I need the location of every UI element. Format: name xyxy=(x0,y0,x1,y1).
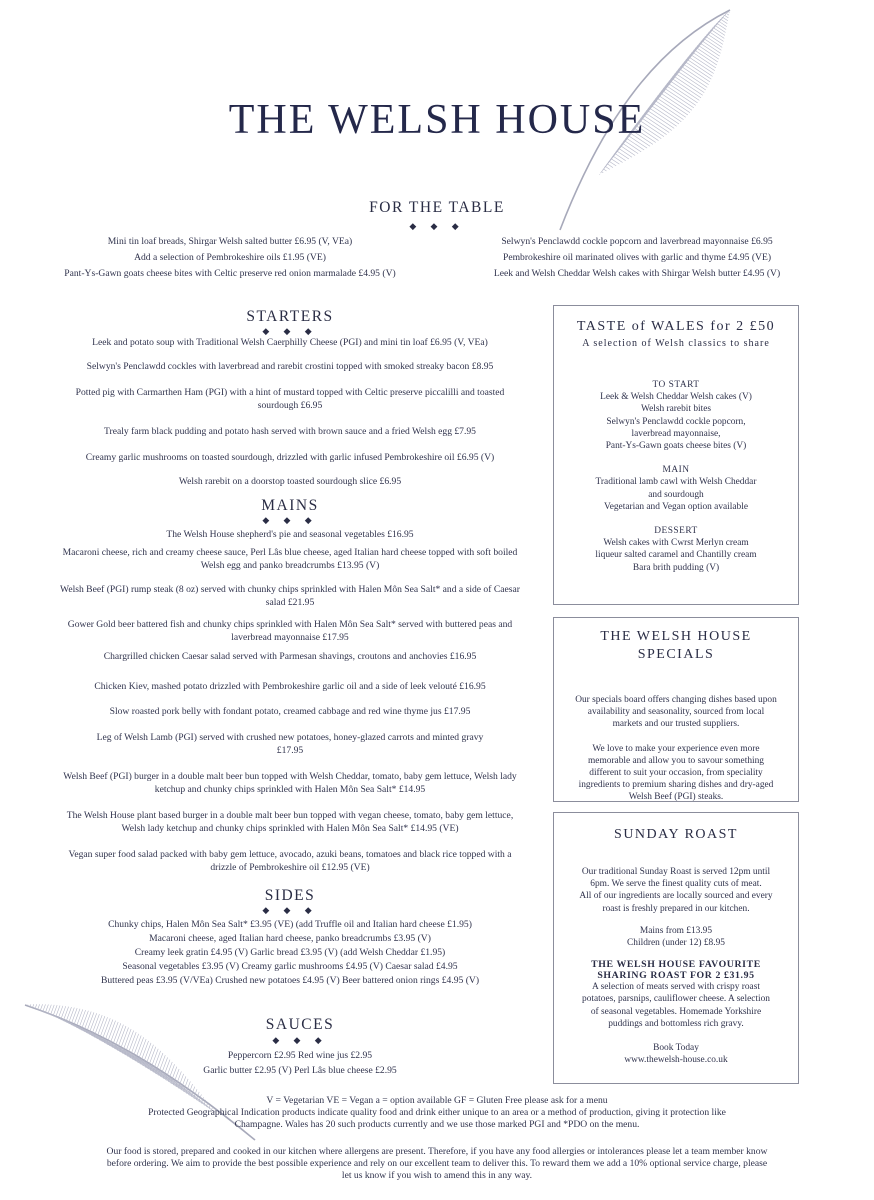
menu-item: Macaroni cheese, rich and creamy cheese sauce, Perl Lâs blue cheese, aged Italian hard cheese topped with soft boiled Welsh egg and panko breadcrumbs £13.95 (V) xyxy=(62,547,518,571)
starters-ornament: ◆ ◆ ◆ xyxy=(262,326,318,336)
list-item: Leek & Welsh Cheddar Welsh cakes (V) xyxy=(600,392,752,403)
list-item: potatoes, parsnips, cauliflower cheese. A selection xyxy=(582,994,770,1005)
list-item: Add a selection of Pembrokeshire oils £1.95 (VE) xyxy=(134,252,326,263)
menu-item: Leg of Welsh Lamb (PGI) served with crushed new potatoes, honey-glazed carrots and minted gravy £17.95 xyxy=(96,732,484,756)
list-item: ingredients to premium sharing dishes and dry-aged xyxy=(578,780,774,791)
menu-item: The Welsh House plant based burger in a double malt beer bun topped with vegan cheese, tomato, baby gem lettuce, Welsh lady ketchup and chunky chips sprinkled with Halen Môn Sea Salt* £14.95 (VE) xyxy=(66,810,514,834)
mains-ornament: ◆ ◆ ◆ xyxy=(262,515,318,525)
list-item: liqueur salted caramel and Chantilly cream xyxy=(595,550,757,561)
taste-of-wales-box xyxy=(553,305,799,605)
list-item: Pembrokeshire oil marinated olives with garlic and thyme £4.95 (VE) xyxy=(502,252,772,263)
list-item: Peppercorn £2.95 Red wine jus £2.95 xyxy=(227,1050,373,1061)
list-item: of seasonal vegetables. Homemade Yorkshire xyxy=(590,1006,762,1017)
specials-box xyxy=(553,617,799,802)
list-item: different to suit your occasion, from speciality xyxy=(589,768,763,779)
list-item: laverbread mayonnaise, xyxy=(631,428,721,439)
specials-heading-line2: SPECIALS xyxy=(637,647,715,662)
list-item: All of our ingredients are locally sourced and every xyxy=(579,891,773,902)
list-item: Mini tin loaf breads, Shirgar Welsh salted butter £6.95 (V, VEa) xyxy=(107,236,353,247)
book-today-label: Book Today xyxy=(653,1043,699,1054)
list-item: Leek and Welsh Cheddar Welsh cakes with Shirgar Welsh butter £4.95 (V) xyxy=(493,268,781,279)
for-the-table-right-list xyxy=(440,236,834,280)
restaurant-title: THE WELSH HOUSE xyxy=(228,97,646,143)
menu-item: Gower Gold beer battered fish and chunky chips sprinkled with Halen Môn Sea Salt* served with buttered peas and laverbread mayonnaise £17.95 xyxy=(67,619,513,643)
menu-item: Selwyn's Penclawdd cockles with laverbread and rarebit crostini topped with smoked streaky bacon £8.95 xyxy=(86,361,494,372)
list-item: Mains from £13.95 xyxy=(639,925,713,936)
specials-heading-line1: THE WELSH HOUSE xyxy=(600,629,752,644)
taste-of-wales-heading: TASTE of WALES for 2 £50 xyxy=(576,319,776,334)
menu-item: Trealy farm black pudding and potato hash served with brown sauce and a fried Welsh egg £7.95 xyxy=(104,426,476,437)
list-item: Garlic butter £2.95 (V) Perl Lâs blue cheese £2.95 xyxy=(203,1065,397,1076)
list-item: Pant-Ys-Gawn goats cheese bites (V) xyxy=(605,441,747,452)
menu-item: Vegan super food salad packed with baby gem lettuce, avocado, azuki beans, tomatoes and black rice topped with a drizzle of Pembrokeshire oil £12.95 (VE) xyxy=(68,849,512,873)
list-item: A selection of meats served with crispy roast xyxy=(592,982,760,993)
list-item: Selwyn's Penclawdd cockle popcorn and laverbread mayonnaise £6.95 xyxy=(501,236,773,247)
dietary-key: V = Vegetarian VE = Vegan a = option available GF = Gluten Free please ask for a menu xyxy=(266,1095,608,1106)
list-item: and sourdough xyxy=(648,489,704,500)
list-item: Traditional lamb cawl with Welsh Cheddar xyxy=(595,477,757,488)
pgi-line: Protected Geographical Indication products indicate quality food and drink either unique to an area or a method of production, giving it protection like xyxy=(148,1107,726,1118)
for-the-table-ornament: ◆ ◆ ◆ xyxy=(409,221,465,231)
favourite-heading-line2: SHARING ROAST FOR 2 £31.95 xyxy=(597,970,755,982)
pgi-line: Champagne. Wales has 20 such products currently and we use those marked PGI and *PDO on the menu. xyxy=(234,1119,640,1130)
list-item: Pant-Ys-Gawn goats cheese bites with Celtic preserve red onion marmalade £4.95 (V) xyxy=(64,268,396,279)
list-item: Welsh rarebit bites xyxy=(640,404,712,415)
menu-item: Welsh Beef (PGI) burger in a double malt beer bun topped with Welsh Cheddar, tomato, baby gem lettuce, Welsh lady ketchup and chunky chips sprinkled with Halen Môn Sea Salt* £14.95 xyxy=(63,771,517,795)
list-item: Seasonal vegetables £3.95 (V) Creamy garlic mushrooms £4.95 (V) Caesar salad £4.95 xyxy=(122,961,458,972)
list-item: Macaroni cheese, aged Italian hard cheese, panko breadcrumbs £3.95 (V) xyxy=(149,933,431,944)
favourite-heading-line1: THE WELSH HOUSE FAVOURITE xyxy=(591,959,761,971)
list-item: Creamy leek gratin £4.95 (V) Garlic bread £3.95 (V) (add Welsh Cheddar £1.95) xyxy=(134,947,446,958)
starters-heading: STARTERS xyxy=(246,308,334,325)
allergen-note xyxy=(20,1146,854,1182)
list-item: Selwyn's Penclawdd cockle popcorn, xyxy=(606,416,746,427)
menu-item: Leek and potato soup with Traditional Welsh Caerphilly Cheese (PGI) and mini tin loaf £6.95 (V, VEa) xyxy=(92,337,488,348)
dessert-heading: DESSERT xyxy=(654,526,698,537)
menu-item: The Welsh House shepherd's pie and seasonal vegetables £16.95 xyxy=(166,529,414,540)
menu-item: Chicken Kiev, mashed potato drizzled with Pembrokeshire garlic oil and a side of leek velouté £16.95 xyxy=(94,681,486,692)
sides-list xyxy=(40,919,540,987)
sauces-ornament: ◆ ◆ ◆ xyxy=(272,1035,328,1045)
website-link[interactable]: www.thewelsh-house.co.uk xyxy=(624,1055,728,1066)
list-item: 6pm. We serve the finest quality cuts of meat. xyxy=(590,879,762,890)
allergen-line: Our food is stored, prepared and cooked in our kitchen where allergens are present. Therefore, if you have any food allergies or intolerances please let a team member know xyxy=(106,1146,768,1157)
for-the-table-heading: FOR THE TABLE xyxy=(369,199,505,216)
list-item: Welsh cakes with Cwrst Merlyn cream xyxy=(603,538,749,549)
sunday-roast-box xyxy=(553,812,799,1084)
to-start-heading: TO START xyxy=(652,380,700,390)
pgi-note xyxy=(20,1107,854,1131)
menu-item: Potted pig with Carmarthen Ham (PGI) with a hint of mustard topped with Celtic preserve piccalilli and toasted sourdough £6.95 xyxy=(75,387,505,411)
list-item: Our specials board offers changing dishes based upon xyxy=(575,695,777,705)
sauces-heading: SAUCES xyxy=(265,1016,335,1033)
list-item: roast is freshly prepared in our kitchen. xyxy=(602,903,750,914)
list-item: Our traditional Sunday Roast is served 12pm until xyxy=(581,867,771,877)
list-item: We love to make your experience even more xyxy=(592,743,760,754)
list-item: Children (under 12) £8.95 xyxy=(627,938,725,949)
list-item: markets and our trusted suppliers. xyxy=(612,719,740,730)
sides-ornament: ◆ ◆ ◆ xyxy=(262,905,318,915)
for-the-table-left-list xyxy=(40,236,420,280)
sauces-list xyxy=(40,1050,560,1077)
allergen-line: let us know if you wish to amend this in any way. xyxy=(341,1170,533,1181)
main-heading: MAIN xyxy=(662,465,690,476)
sunday-roast-heading: SUNDAY ROAST xyxy=(614,827,738,842)
mains-heading: MAINS xyxy=(261,497,319,514)
menu-item: Creamy garlic mushrooms on toasted sourdough, drizzled with garlic infused Pembrokeshire oil £6.95 (V) xyxy=(85,452,495,463)
sides-heading: SIDES xyxy=(264,887,316,904)
taste-of-wales-subheading: A selection of Welsh classics to share xyxy=(582,338,770,349)
list-item: Chunky chips, Halen Môn Sea Salt* £3.95 (VE) (add Truffle oil and Italian hard cheese £1.95) xyxy=(108,919,472,930)
list-item: Welsh Beef (PGI) steaks. xyxy=(628,792,724,803)
menu-item: Welsh rarebit on a doorstop toasted sourdough slice £6.95 xyxy=(178,476,402,487)
list-item: puddings and bottomless rich gravy. xyxy=(608,1018,744,1029)
menu-item: Chargrilled chicken Caesar salad served with Parmesan shavings, croutons and anchovies £16.95 xyxy=(103,651,477,662)
list-item: Vegetarian and Vegan option available xyxy=(603,501,749,512)
list-item: memorable and allow you to savour something xyxy=(587,755,764,766)
list-item: availability and seasonality, sourced from local xyxy=(587,707,765,718)
allergen-line: before ordering. We aim to provide the best possible experience and rely on our excellent team to deliver this. To reward them we add a 10% optional service charge, please xyxy=(106,1158,768,1169)
menu-item: Welsh Beef (PGI) rump steak (8 oz) served with chunky chips sprinkled with Halen Môn Sea Salt* and a side of Caesar salad £21.95 xyxy=(60,584,520,608)
list-item: Buttered peas £3.95 (V/VEa) Crushed new potatoes £4.95 (V) Beer battered onion rings £4.95 (V) xyxy=(100,975,480,986)
list-item: Bara brith pudding (V) xyxy=(632,562,720,573)
menu-item: Slow roasted pork belly with fondant potato, creamed cabbage and red wine thyme jus £17.95 xyxy=(109,706,471,717)
